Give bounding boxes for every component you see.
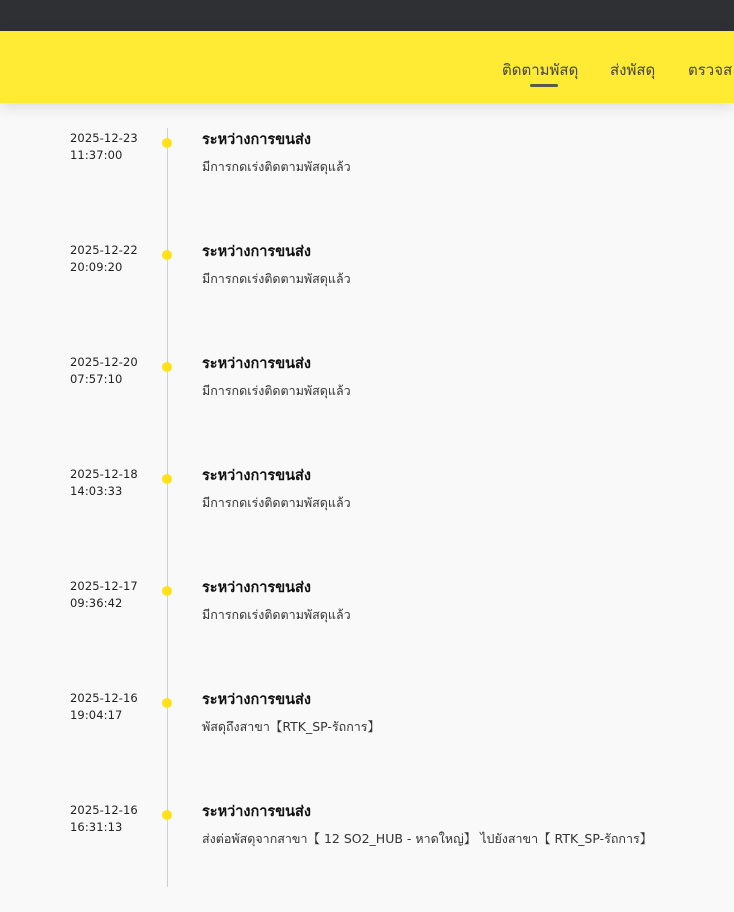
event-detail: พัสดุถึงสาขา【RTK_SP-รัถการ】 bbox=[202, 719, 381, 734]
event-status: ระหว่างการขนส่ง bbox=[202, 580, 311, 596]
event-date: 2025-12-18 bbox=[70, 467, 138, 481]
nav-active-indicator bbox=[530, 84, 558, 87]
event-date: 2025-12-16 bbox=[70, 803, 138, 817]
event-detail: มีการกดเร่งติดตามพัสดุแล้ว bbox=[202, 159, 351, 174]
event-detail: มีการกดเร่งติดตามพัสดุแล้ว bbox=[202, 383, 351, 398]
timeline-event bbox=[0, 352, 734, 464]
timeline-dot bbox=[162, 586, 172, 596]
event-detail: มีการกดเร่งติดตามพัสดุแล้ว bbox=[202, 495, 351, 510]
event-date: 2025-12-16 bbox=[70, 691, 138, 705]
timeline-event bbox=[0, 576, 734, 688]
event-time: 14:03:33 bbox=[70, 484, 123, 498]
timeline-dot bbox=[162, 362, 172, 372]
event-time: 11:37:00 bbox=[70, 148, 123, 162]
event-status: ระหว่างการขนส่ง bbox=[202, 804, 311, 820]
nav-send-parcel[interactable]: ส่งพัสดุ bbox=[610, 61, 656, 79]
main-navbar bbox=[0, 31, 734, 103]
event-time: 19:04:17 bbox=[70, 708, 123, 722]
event-time: 07:57:10 bbox=[70, 372, 123, 386]
event-status: ระหว่างการขนส่ง bbox=[202, 132, 311, 148]
event-date: 2025-12-20 bbox=[70, 355, 138, 369]
event-time: 09:36:42 bbox=[70, 596, 123, 610]
timeline-event bbox=[0, 464, 734, 576]
timeline-dot bbox=[162, 474, 172, 484]
timeline-dot bbox=[162, 250, 172, 260]
event-status: ระหว่างการขนส่ง bbox=[202, 468, 311, 484]
timeline-event bbox=[0, 800, 734, 912]
event-date: 2025-12-17 bbox=[70, 579, 138, 593]
event-detail: มีการกดเร่งติดตามพัสดุแล้ว bbox=[202, 607, 351, 622]
timeline-event bbox=[0, 128, 734, 240]
nav-track-parcel[interactable]: ติดตามพัสดุ bbox=[502, 61, 579, 79]
event-date: 2025-12-23 bbox=[70, 131, 138, 145]
event-detail: ส่งต่อพัสดุจากสาขา【 12 SO2_HUB - หาดใหญ่】 ไปยังสาขา【 RTK_SP-รัถการ】 bbox=[202, 831, 653, 846]
event-status: ระหว่างการขนส่ง bbox=[202, 692, 311, 708]
nav-check[interactable]: ตรวจส bbox=[688, 61, 733, 79]
top-bar bbox=[0, 0, 734, 31]
event-date: 2025-12-22 bbox=[70, 243, 138, 257]
timeline-event bbox=[0, 688, 734, 800]
event-status: ระหว่างการขนส่ง bbox=[202, 244, 311, 260]
timeline-dot bbox=[162, 138, 172, 148]
event-status: ระหว่างการขนส่ง bbox=[202, 356, 311, 372]
timeline-dot bbox=[162, 698, 172, 708]
event-detail: มีการกดเร่งติดตามพัสดุแล้ว bbox=[202, 271, 351, 286]
timeline-dot bbox=[162, 810, 172, 820]
event-time: 20:09:20 bbox=[70, 260, 123, 274]
timeline-event bbox=[0, 240, 734, 352]
event-time: 16:31:13 bbox=[70, 820, 123, 834]
